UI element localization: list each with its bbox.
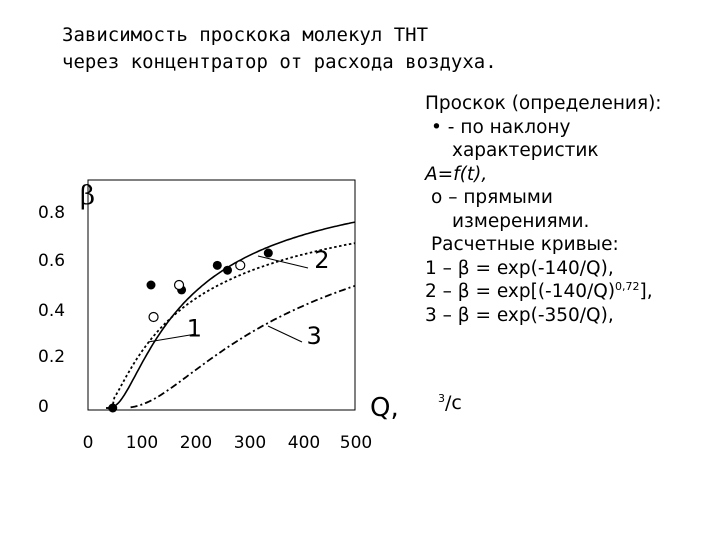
notes-heading: Проскок (определения): (425, 93, 662, 114)
curve-label-3: 3 (306, 322, 322, 351)
y-tick-label: 0.4 (38, 301, 66, 321)
note-slope-method: • - по наклону (431, 116, 571, 138)
title-line-1: Зависимость проскока молекул ТНТ (62, 24, 429, 46)
note-slope-method-cont: характеристик (452, 140, 599, 161)
x-tick-label: 0 (82, 433, 94, 453)
curve-2-exponent: 0,72 (615, 280, 640, 293)
x-tick-label: 400 (287, 433, 321, 453)
data-point-open (175, 281, 184, 290)
curve-1-formula: 1 – β = exp(-140/Q), (425, 257, 614, 279)
curve-2-leader (258, 256, 308, 268)
curve-label-2: 2 (314, 245, 330, 274)
curve-2-formula (425, 280, 662, 304)
curve-label-1: 1 (186, 314, 202, 343)
y-axis-label: β (80, 181, 96, 211)
title-line-2: через концентратор от расхода воздуха. (62, 51, 497, 73)
data-point-filled (108, 404, 117, 413)
data-point-filled (264, 249, 273, 258)
data-point-filled (213, 261, 222, 270)
data-point-open (149, 312, 158, 321)
plot-frame (88, 180, 355, 410)
curve-3-leader (268, 326, 302, 342)
x-tick-label: 200 (179, 433, 213, 453)
data-point-open (236, 261, 245, 270)
data-point-filled (223, 266, 232, 275)
data-point-filled (147, 281, 156, 290)
note-direct-method: o – прямыми (431, 187, 553, 208)
note-formula-aft: A=f(t), (425, 163, 488, 185)
x-axis-label: Q, (370, 393, 399, 423)
curves-heading: Расчетные кривые: (431, 234, 619, 255)
flow-unit (438, 392, 462, 414)
unit-text: /c (445, 392, 462, 414)
curve-2-formula-main: 2 – β = exp[(-140/Q) (425, 281, 616, 302)
x-tick-label: 100 (125, 433, 159, 453)
y-tick-label: 0.8 (38, 203, 66, 223)
curve-3-formula: 3 – β = exp(-350/Q), (425, 304, 614, 326)
note-direct-method-cont: измерениями. (452, 210, 590, 232)
curve-2-formula-end: ], (639, 281, 653, 302)
y-tick-label: 0.2 (38, 347, 66, 367)
y-tick-label: 0.6 (38, 251, 66, 271)
x-tick-label: 500 (339, 433, 373, 453)
x-tick-label: 300 (233, 433, 267, 453)
y-tick-label: 0 (38, 397, 49, 417)
unit-superscript: 3 (438, 392, 445, 405)
notes-panel (425, 92, 662, 327)
